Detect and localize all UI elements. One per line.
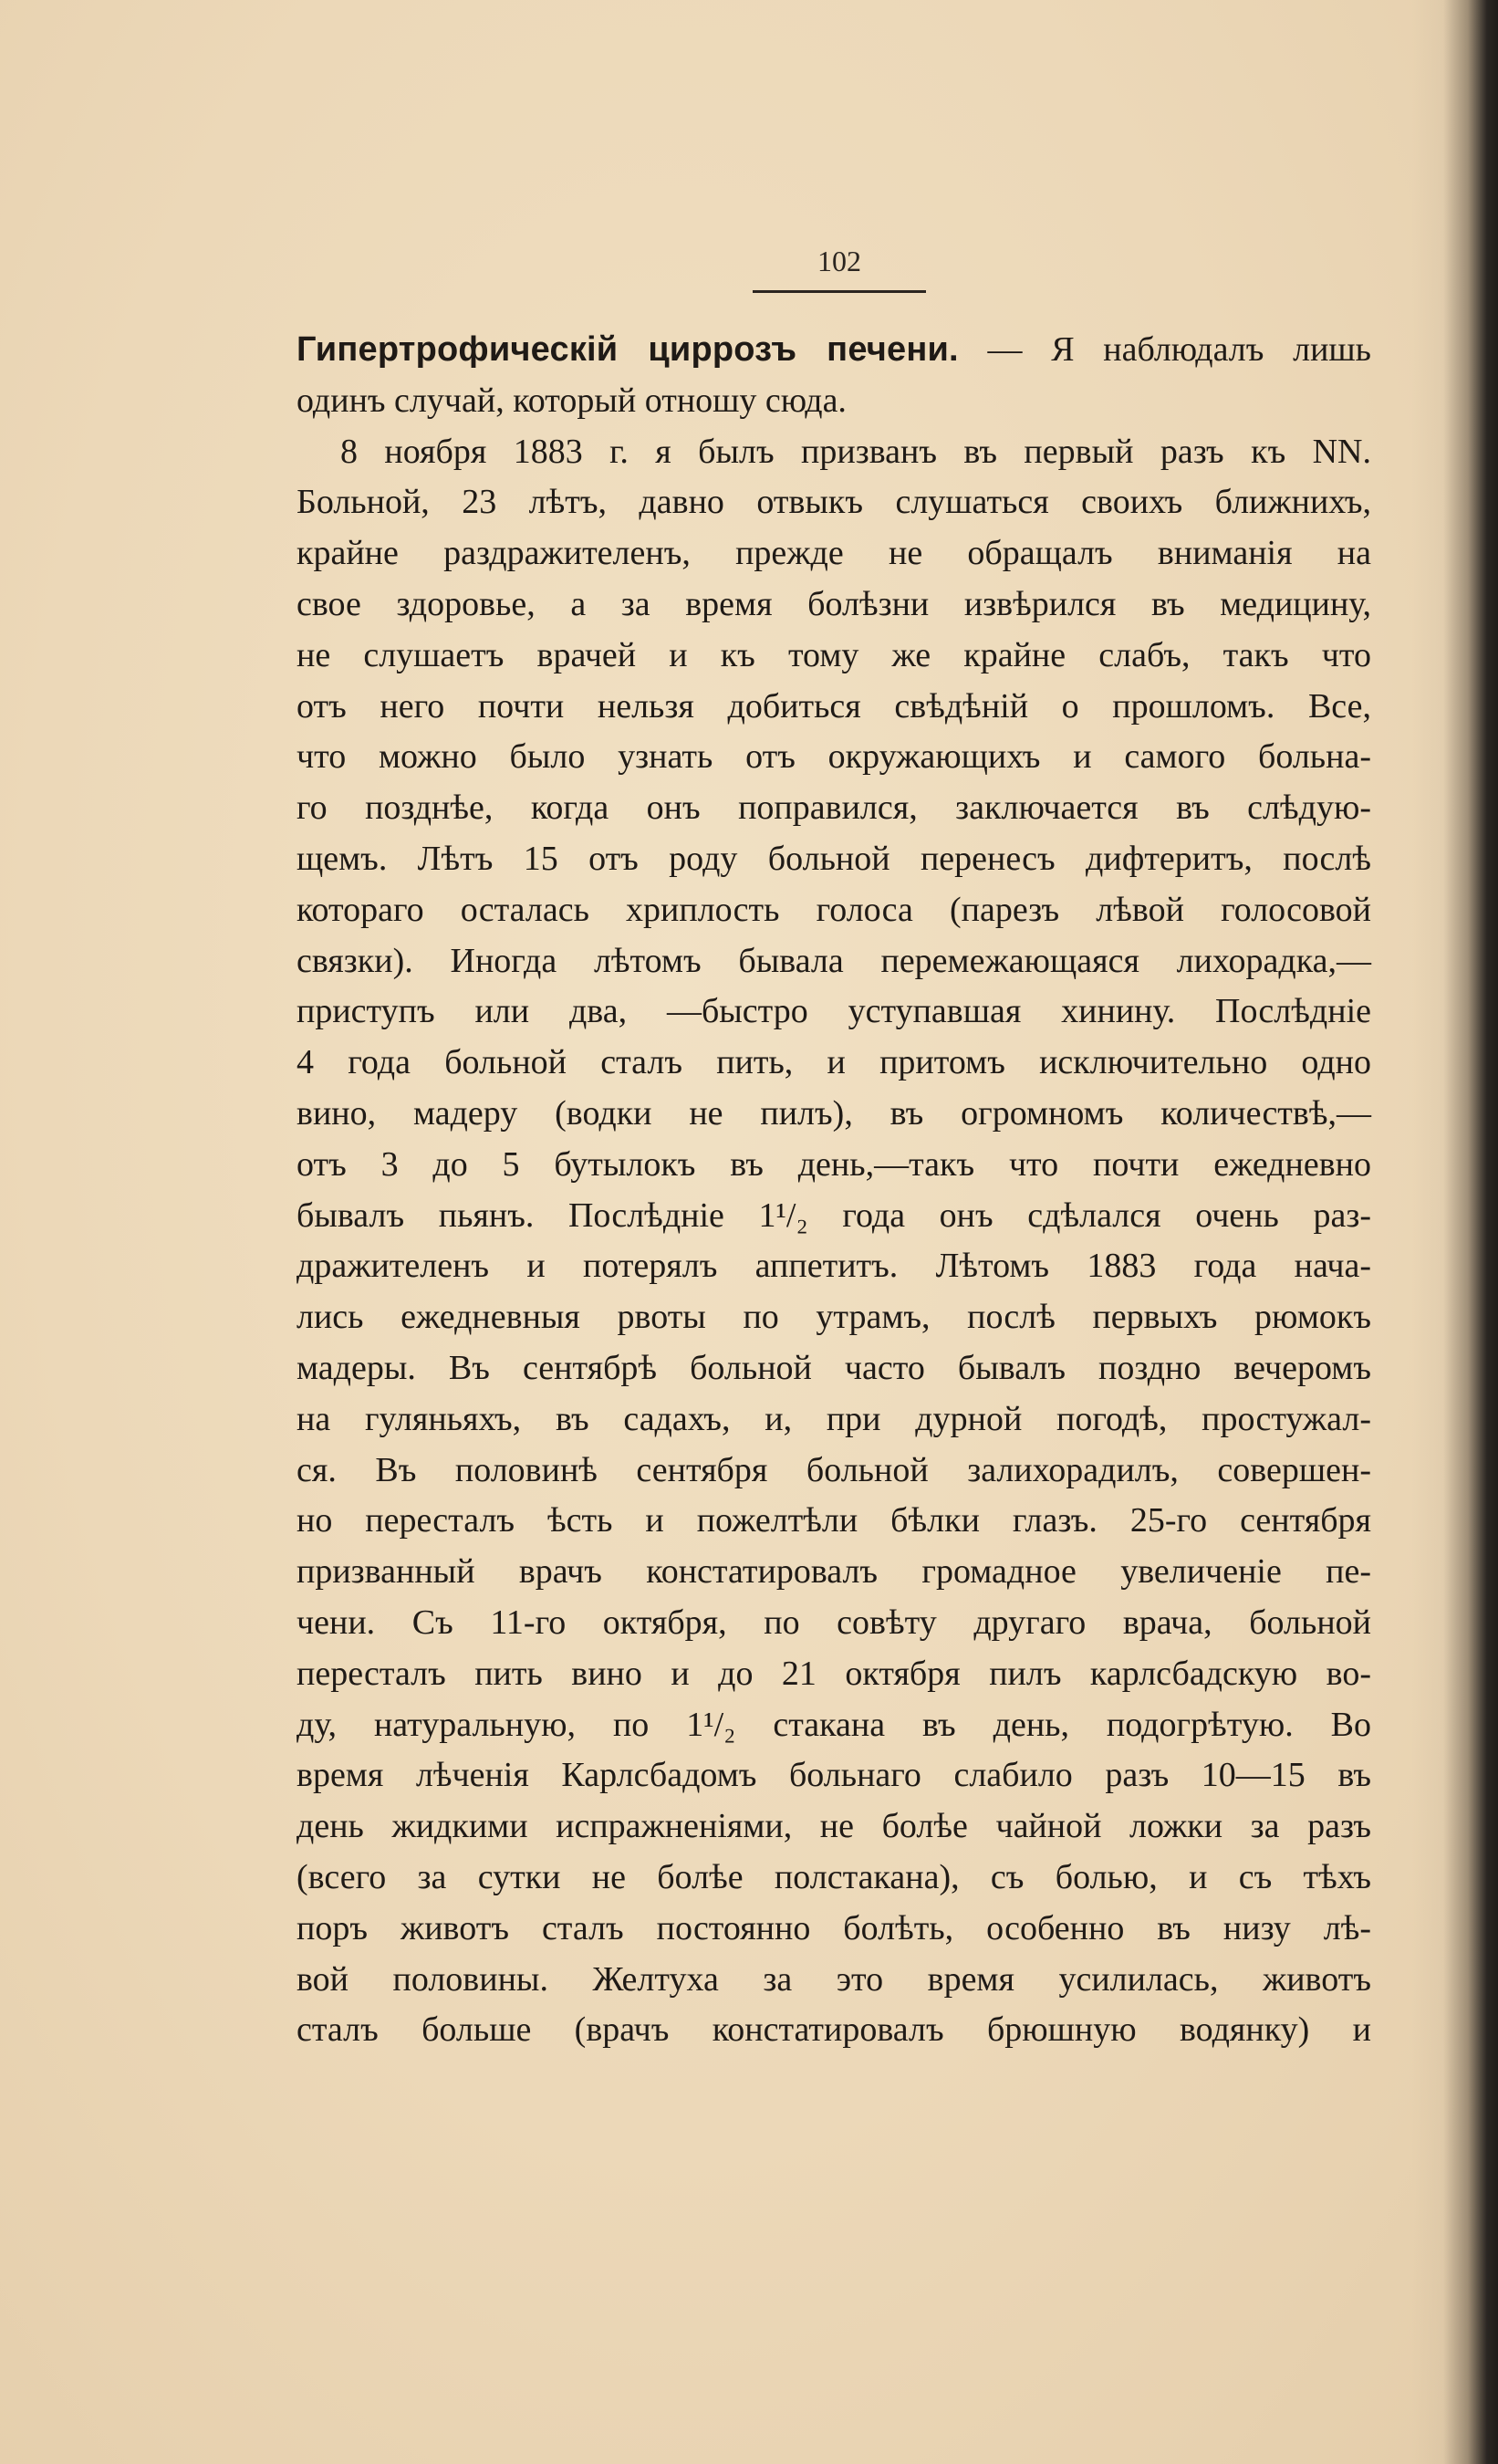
text-line: крайне раздражителенъ, прежде не обращалъ вниманія на xyxy=(296,534,1371,573)
text-line: одинъ случай, который отношу сюда. xyxy=(296,381,847,420)
text-line: сталъ больше (врачъ констатировалъ брюшную водянку) и xyxy=(296,2010,1371,2050)
book-spine-edge xyxy=(1443,0,1498,2464)
text-line: 4 года больной сталъ пить, и притомъ исключительно одно xyxy=(296,1043,1371,1082)
text-line: отъ него почти нельзя добиться свѣдѣній о прошломъ. Все, xyxy=(296,686,1371,726)
text-line: свое здоровье, а за время болѣзни извѣрился въ медицину, xyxy=(296,584,1371,623)
text-line: ся. Въ половинѣ сентября больной залихорадилъ, совершен- xyxy=(296,1450,1371,1489)
section-heading: Гипертрофическій циррозъ печени. xyxy=(296,330,959,369)
text-line: щемъ. Лѣтъ 15 отъ роду больной перенесъ дифтеритъ, послѣ xyxy=(296,839,1371,878)
text-line: пересталъ пить вино и до 21 октября пилъ карлсбадскую во- xyxy=(296,1654,1371,1693)
text-line: приступъ или два, —быстро уступавшая хинину. Послѣдніе xyxy=(296,992,1371,1031)
page-number-rule xyxy=(753,290,926,293)
body-text xyxy=(296,325,1371,2056)
text-line: время лѣченія Карлсбадомъ больнаго слабило разъ 10—15 въ xyxy=(296,1756,1371,1795)
text-line: лись ежедневныя рвоты по утрамъ, послѣ первыхъ рюмокъ xyxy=(296,1298,1371,1337)
text-line: бывалъ пьянъ. Послѣдніе 1¹/₂ года онъ сдѣлался очень раз- xyxy=(296,1195,1371,1235)
text-line: вой половины. Желтуха за это время усилилась, животъ xyxy=(296,1959,1371,1999)
text-line: котораго осталась хриплость голоса (парезъ лѣвой голосовой xyxy=(296,890,1371,929)
text-line: отъ 3 до 5 бутылокъ въ день,—такъ что почти ежедневно xyxy=(296,1144,1371,1184)
text-line: 8 ноября 1883 г. я былъ призванъ въ первый разъ къ NN. xyxy=(340,432,1371,471)
text-line: призванный врачъ констатировалъ громадное увеличеніе пе- xyxy=(296,1552,1371,1592)
heading-continuation: — Я наблюдалъ лишь xyxy=(958,330,1371,369)
text-line: не слушаетъ врачей и къ тому же крайне слабъ, такъ что xyxy=(296,635,1371,674)
text-line: связки). Иногда лѣтомъ бывала перемежающаяся лихорадка,— xyxy=(296,941,1371,980)
text-line: на гуляньяхъ, въ садахъ, и, при дурной погодѣ, простужал- xyxy=(296,1399,1371,1438)
text-line: ду, натуральную, по 1¹/₂ стакана въ день, подогрѣтую. Во xyxy=(296,1705,1371,1744)
text-line-heading xyxy=(296,325,1371,376)
text-line: дражителенъ и потерялъ аппетитъ. Лѣтомъ 1883 года нача- xyxy=(296,1247,1371,1286)
text-line: что можно было узнать отъ окружающихъ и самого больна- xyxy=(296,737,1371,777)
text-line: вино, мадеру (водки не пилъ), въ огромномъ количествѣ,— xyxy=(296,1093,1371,1133)
text-line: день жидкими испражненіями, не болѣе чайной ложки за разъ xyxy=(296,1807,1371,1846)
text-line: но пересталъ ѣсть и пожелтѣли бѣлки глазъ. 25-го сентября xyxy=(296,1501,1371,1540)
text-line: го позднѣе, когда онъ поправился, заключается въ слѣдую- xyxy=(296,788,1371,828)
page-number: 102 xyxy=(817,245,861,277)
text-line: чени. Съ 11-го октября, по совѣту другаго врача, больной xyxy=(296,1603,1371,1642)
text-line: мадеры. Въ сентябрѣ больной часто бывалъ поздно вечеромъ xyxy=(296,1348,1371,1387)
text-line: поръ животъ сталъ постоянно болѣть, особенно въ низу лѣ- xyxy=(296,1908,1371,1947)
text-line: Больной, 23 лѣтъ, давно отвыкъ слушаться своихъ ближнихъ, xyxy=(296,483,1371,522)
text-line: (всего за сутки не болѣе полстакана), съ болью, и съ тѣхъ xyxy=(296,1857,1371,1896)
